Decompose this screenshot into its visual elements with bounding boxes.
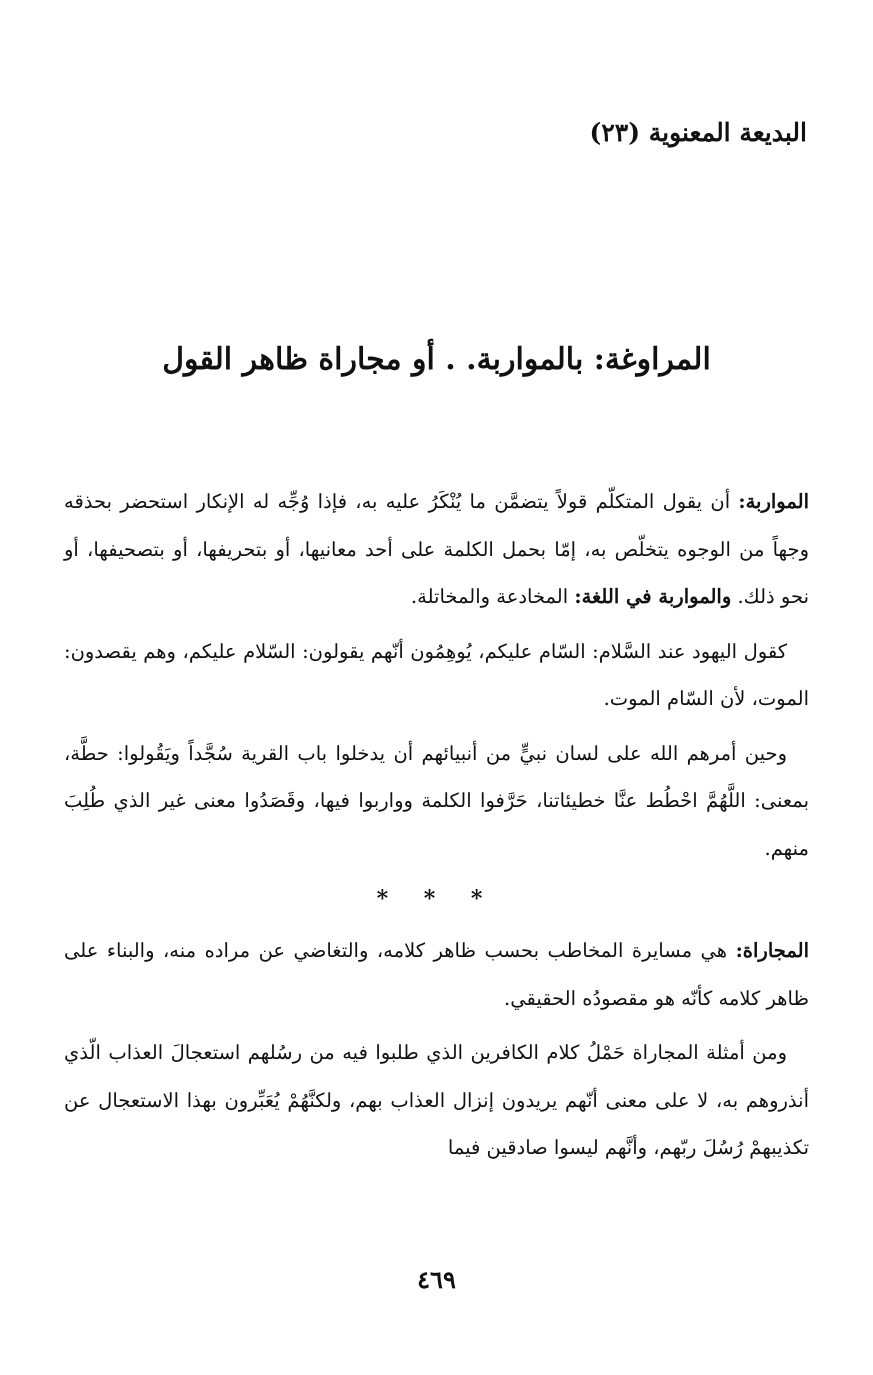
- term-muwaraba-language: والمواربة في اللغة:: [574, 585, 732, 608]
- running-header: البديعة المعنوية (٢٣): [589, 118, 807, 147]
- body-text: [64, 478, 809, 1179]
- term-mujara: المجاراة:: [735, 939, 809, 962]
- paragraph-example-3: ومن أمثلة المجاراة حَمْلُ كلام الكافرين الذي طلبوا فيه من رسُلهم استعجالَ العذاب الّذي أنذروهم به، لا على معنى أنّهم يريدون إنزال العذاب بهم، ولكنَّهُمْ يُعَبِّرون بهذا الاستعجال عن تكذيبهمْ رُسُلَ ربّهم، وأنَّهم ليسوا صادقين فيما: [64, 1041, 809, 1159]
- definition-mujara: هي مسايرة المخاطب بحسب ظاهر كلامه، والتغاضي عن مراده منه، والبناء على ظاهر كلامه كأنّه هو مقصودُه الحقيقي.: [64, 939, 809, 1010]
- paragraph-definition-muwaraba: [64, 478, 809, 621]
- definition-muwaraba: أن يقول المتكلّم قولاً يتضمَّن ما يُنْكَرُ عليه به، فإذا وُجِّه له الإنكار استحضر بحذقه وجهاً من الوجوه يتخلّص به، إمّا بحمل الكلمة على أحد معانيها، أو بتحريفها، أو بتصحيفها، أو نحو ذلك.: [64, 490, 809, 608]
- term-muwaraba: المواربة:: [738, 490, 809, 513]
- chapter-title: المراوغة: بالمواربة. . أو مجاراة ظاهر القول: [162, 342, 711, 377]
- page-number: ٤٦٩: [417, 1265, 456, 1294]
- paragraph-example-1: كقول اليهود عند السَّلام: السّام عليكم، يُوهِمُون أنّهم يقولون: السّلام عليكم، وهم يقصدون: الموت، لأن السّام الموت.: [64, 639, 809, 710]
- definition-muwaraba-language: المخادعة والمخاتلة.: [410, 585, 575, 608]
- section-separator: * * *: [376, 886, 497, 912]
- paragraph-example-2: وحين أمرهم الله على لسان نبيٍّ من أنبيائهم أن يدخلوا باب القرية سُجَّداً ويَقُولوا: حطَّة، بمعنى: اللَّهُمَّ احْطُط عنَّا خطيئاتنا، حَرَّفوا الكلمة وواربوا فيها، وقَصَدُوا معنى غير الذي طُلِبَ منهم.: [64, 741, 809, 860]
- paragraph-definition-mujara: [64, 927, 809, 1022]
